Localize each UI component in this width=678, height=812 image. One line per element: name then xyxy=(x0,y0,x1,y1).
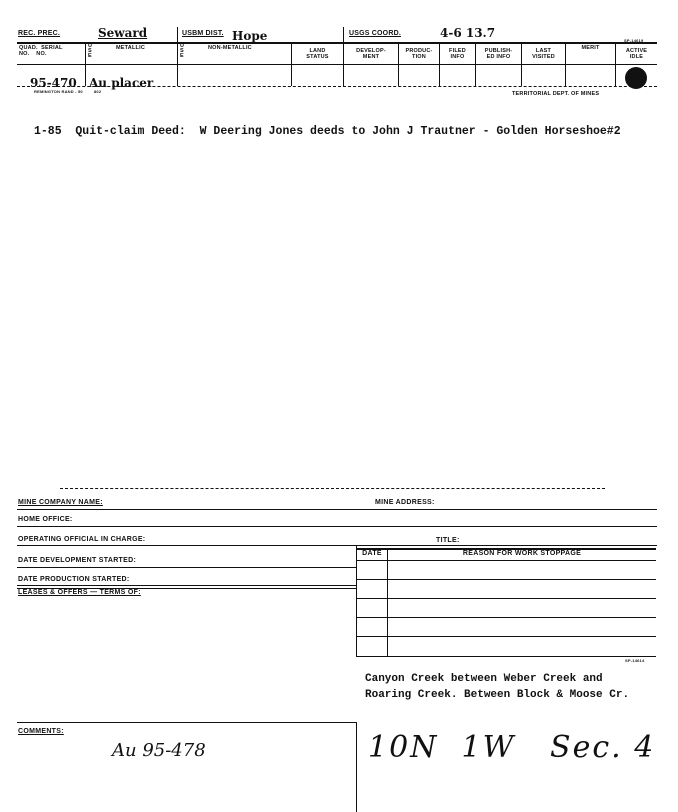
published-info-label: PUBLISH- ED INFO xyxy=(484,48,513,60)
rec-prec-label: REC. PREC. xyxy=(18,30,61,37)
operating-official-label: OPERATING OFFICIAL IN CHARGE: xyxy=(18,536,146,543)
use-letters-non-metallic: U S E xyxy=(180,43,185,59)
territorial-dept: TERRITORIAL DEPT. OF MINES xyxy=(512,91,600,97)
date-column-label: DATE xyxy=(362,550,382,557)
form-number-2: SP-14614 xyxy=(625,658,645,663)
non-metallic-label: NON-METALLIC xyxy=(208,45,252,51)
active-idle-label: ACTIVE IDLE xyxy=(625,48,648,60)
filed-info-label: FILED INFO xyxy=(449,48,466,60)
usbm-dist-label: USBM DIST. xyxy=(182,30,224,37)
reason-column-label: REASON FOR WORK STOPPAGE xyxy=(462,550,582,557)
leases-label: LEASES & OFFERS — TERMS OF: xyxy=(18,589,141,596)
merit-label: MERIT xyxy=(581,45,600,51)
quad-serial-label: QUAD. SERIAL NO. NO. xyxy=(19,45,63,57)
usgs-coord-value: 4-6 13.7 xyxy=(440,26,496,40)
rec-prec-value: Seward xyxy=(98,26,148,40)
serial-value: 95-470 xyxy=(30,76,77,90)
comments-label: COMMENTS: xyxy=(18,728,64,735)
home-office-label: HOME OFFICE: xyxy=(18,516,73,523)
usgs-coord-label: USGS COORD. xyxy=(349,30,401,37)
last-visited-label: LAST VISITED xyxy=(532,48,555,60)
form-number: SP-14619 xyxy=(624,38,644,43)
metallic-label: METALLIC xyxy=(116,45,145,51)
development-label: DEVELOP- MENT xyxy=(356,48,386,60)
entry-text: 1-85 Quit-claim Deed: W Deering Jones deeds to John J Trautner - Golden Horseshoe#2 xyxy=(34,125,621,138)
active-idle-punch-hole xyxy=(625,67,647,89)
remington-code: 802 xyxy=(94,89,102,94)
land-status-label: LAND STATUS xyxy=(306,48,329,60)
date-production-label: DATE PRODUCTION STARTED: xyxy=(18,576,130,583)
mine-address-label: MINE ADDRESS: xyxy=(375,499,435,506)
use-letters-metallic: U S E xyxy=(88,43,93,59)
commodity-value: Au placer xyxy=(89,76,154,90)
township-handwritten: 10N 1W Sec. 4 xyxy=(368,730,656,765)
usbm-dist-value: Hope xyxy=(232,29,268,43)
mine-company-name-label: MINE COMPANY NAME: xyxy=(18,499,103,506)
location-line-1: Canyon Creek between Weber Creek and xyxy=(365,673,603,685)
title-label: TITLE: xyxy=(436,537,460,544)
location-line-2: Roaring Creek. Between Block & Moose Cr. xyxy=(365,689,630,701)
comment-handwritten: Au 95-478 xyxy=(112,740,206,761)
production-label: PRODUC- TION xyxy=(405,48,433,60)
date-development-label: DATE DEVELOPMENT STARTED: xyxy=(18,557,137,564)
remington-text: REMINGTON RAND - 50 xyxy=(34,89,83,94)
